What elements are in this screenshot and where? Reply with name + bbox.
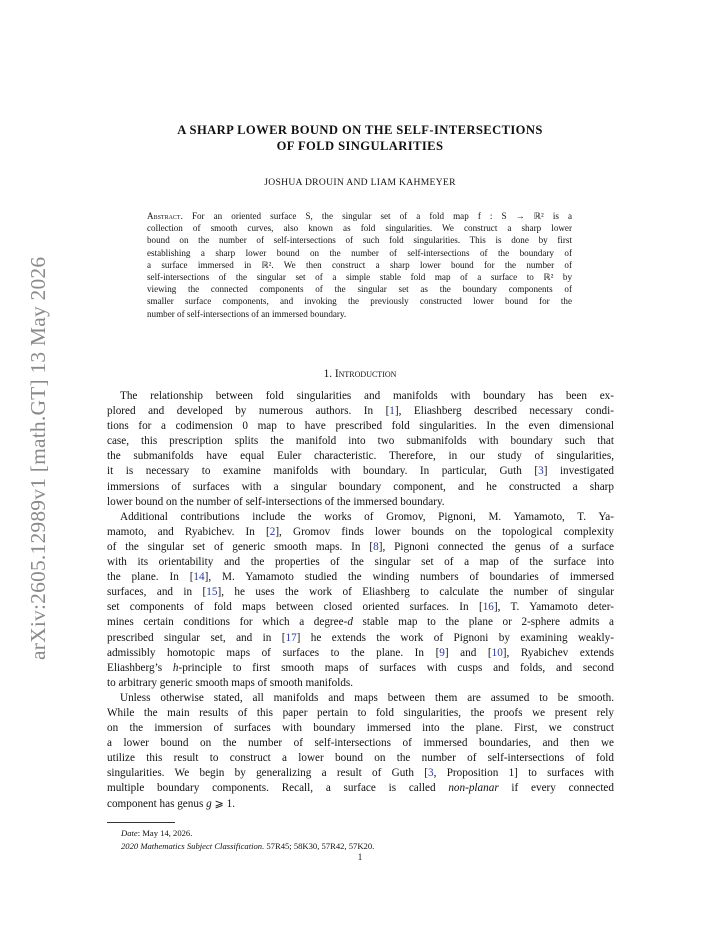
body-line: mines certain conditions for which a degree-d stable map to the plane or 2-sphere admits a (107, 616, 614, 629)
body-line: set components of fold maps between closed oriented surfaces. In [16], T. Yamamoto deter- (107, 601, 615, 614)
section-title: Introduction (334, 368, 397, 380)
body-line: The relationship between fold singularities and manifolds with boundary has been ex- (120, 390, 614, 402)
title-line-2: OF FOLD SINGULARITIES (276, 139, 444, 153)
body-line: Additional contributions include the works of Gromov, Pignoni, M. Yamamoto, T. Ya- (120, 510, 614, 523)
body-line: with its orientability and the properties of the singular set of a map of the surface into (107, 556, 614, 569)
paragraph-2 (107, 510, 614, 691)
abstract-line: Abstract. For an oriented surface S, the singular set of a fold map f : S → ℝ² is a (147, 211, 572, 221)
abstract-line: bound on the number of self-intersections of such fold singularities. This is done by first (147, 235, 572, 246)
date-label: Date (121, 828, 138, 838)
abstract-label: Abstract. (147, 211, 183, 221)
authors: JOSHUA DROUIN AND LIAM KAHMEYER (264, 177, 456, 188)
body-line: the plane. In [14], M. Yamamoto studied the winding numbers of boundaries of immersed (107, 571, 614, 584)
citation-link[interactable]: 3 (428, 767, 434, 780)
body-line: While the main results of this paper pertain to fold singularities, the proofs we present rely (107, 706, 614, 719)
body-line: of the singular set of generic smooth maps. In [8], Pignoni connected the genus of a surface (107, 540, 614, 553)
body-line: component has genus g ⩾ 1. (107, 797, 236, 810)
paragraph-3 (107, 691, 614, 812)
footnote-rule (107, 822, 175, 823)
citation-link[interactable]: 17 (285, 631, 297, 644)
body-line: to arbitrary generic smooth maps of smooth manifolds. (107, 676, 354, 689)
abstract-line: establishing a sharp lower bound on the number of self-intersections of the boundary of (147, 247, 572, 258)
msc-label: 2020 Mathematics Subject Classification. (121, 840, 265, 851)
body-line: Eliashberg’s h-principle to first smooth maps of surfaces with cusps and folds, and second (107, 661, 614, 674)
body-line: multiple boundary components. Recall, a surface is called non-planar if every connected (107, 782, 614, 795)
citation-link[interactable]: 8 (373, 540, 379, 553)
body-line: Unless otherwise stated, all manifolds and maps between them are assumed to be smooth. (120, 691, 614, 704)
body-line: lower bound on the number of self-intersections of the immersed boundary. (107, 495, 445, 508)
body-line: a lower bound on the number of self-intersections of immersed boundaries, and then we (107, 737, 614, 750)
date-value: : May 14, 2026. (137, 828, 193, 838)
body-line: case, this prescription splits the manifold into two submanifolds with boundary such that (107, 435, 614, 448)
body-line: immersions of surfaces with a singular boundary component, and he constructed a sharp (107, 480, 614, 493)
citation-link[interactable]: 10 (491, 646, 503, 659)
section-number: 1. (323, 368, 333, 380)
body-line: tions for a codimension 0 map to have prescribed fold singularities. In the even dimensional (107, 420, 614, 433)
page-number: 1 (357, 852, 363, 862)
abstract-line: number of self-intersections of an immersed boundary. (147, 308, 347, 319)
footnotes (121, 827, 374, 852)
abstract-line: smaller surface components, and invoking the previously constructed lower bound for the (147, 296, 572, 307)
citation-link[interactable]: 9 (439, 646, 445, 659)
abstract (147, 210, 572, 320)
body-line: singularities. We begin by generalizing a result of Guth [3, Proposition 1] to surfaces with (107, 767, 614, 780)
citation-link[interactable]: 2 (269, 525, 276, 538)
citation-link[interactable]: 15 (206, 586, 218, 599)
citation-link[interactable]: 3 (538, 465, 544, 478)
msc-value: 57R45; 58K30, 57R42, 57K20. (264, 840, 375, 851)
body-line: it is necessary to examine manifolds with boundary. In particular, Guth [3] investigated (107, 465, 615, 478)
citation-link[interactable]: 1 (389, 405, 395, 418)
footnote-date (121, 827, 374, 840)
abstract-line: collection of smooth curves, also known as fold singularities. We construct a sharp lower (147, 223, 572, 234)
title-line-1: A SHARP LOWER BOUND ON THE SELF-INTERSECTIONS (177, 123, 543, 137)
body-line: the submanifolds have equal Euler characteristic. Therefore, in our study of singularities, (107, 450, 614, 463)
abstract-line: a surface immersed in ℝ². We then construct a sharp lower bound for the number of (147, 259, 572, 270)
citation-link[interactable]: 16 (482, 601, 494, 614)
body-line: prescribed singular set, and in [17] he extends the work of Pignoni by examining weakly- (107, 631, 614, 644)
body-line: surfaces, and in [15], he uses the work of Eliashberg to calculate the number of singular (107, 586, 614, 599)
citation-link[interactable]: 14 (193, 571, 205, 584)
abstract-line: viewing the connected components of the singular set as the boundary components of (147, 284, 572, 295)
introduction-body (107, 389, 614, 812)
body-line: utilize this result to construct a lower bound on the number of self-intersections of fold (107, 752, 614, 765)
body-line: on the immersion of surfaces with boundary immersed into the plane. First, we construct (107, 722, 614, 735)
paper-title (100, 122, 620, 154)
section-heading (100, 368, 620, 380)
body-line: admissibly homotopic maps of surfaces to the plane. In [9] and [10], Ryabichev extends (107, 646, 614, 659)
body-line: mamoto, and Ryabichev. In [2], Gromov finds lower bounds on the topological complexity (107, 525, 614, 538)
abstract-line: self-intersections of the singular set of a simple stable fold map of a surface to ℝ² by (147, 271, 572, 282)
arxiv-identifier: arXiv:2605.12989v1 [math.GT] 13 May 2026 (26, 256, 50, 660)
footnote-msc (121, 840, 374, 853)
paragraph-1 (107, 389, 614, 510)
body-line: plored and developed by numerous authors. In [1], Eliashberg described necessary condi- (107, 405, 614, 418)
